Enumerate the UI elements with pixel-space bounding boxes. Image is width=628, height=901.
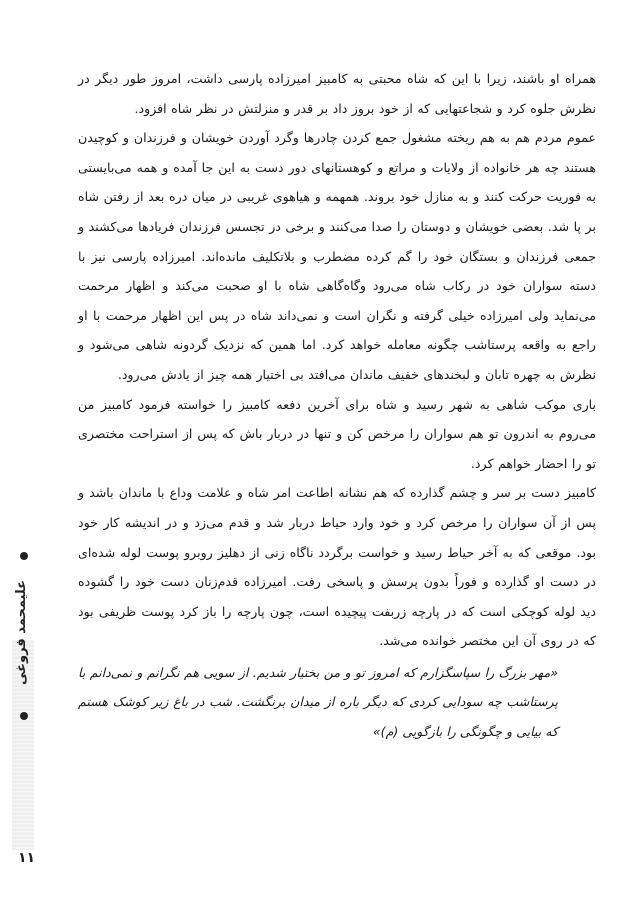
body-text: [78, 64, 596, 747]
paragraph-1: همراه او باشند، زیرا با این که شاه محبتی به کامبیز امیرزاده پارسی داشت، امروز طور دیگر در نظرش جلوه کرد و شجاعتهایی که از خود بروز داد بر قدر و منزلتش در نظر شاه افزود.: [78, 71, 596, 116]
paragraph-4: کامبیز دست بر سر و چشم گذارده که هم نشانه اطاعت امر شاه و علامت وداع با ماندان باشد و پس از آن سواران را مرخص کرد و خود وارد حیاط دربار شد و قدم می‌زد و در اندیشه کار خود بود. موقعی که به آخر حیاط رسید و خواست برگردد ناگاه زنی از دهلیز روبرو پوست لوله شده‌ای در دست او گذارده و فوراً بدون پرسش و پاسخی رفت. امیرزاده قدم‌زنان دست خود را گشوده دید لوله کوچکی است که در پارچه زربفت پیچیده است، چون پارچه را باز کرد پوست ظریفی بود که در روی آن این مختصر خوانده می‌شد.: [78, 485, 596, 649]
running-header-bullet-top: [20, 552, 28, 560]
paragraph-3: باری موکب شاهی به شهر رسید و شاه برای آخرین دفعه کامبیز را خواسته فرمود کامبیز من می‌روم به اندرون تو هم سواران را مرخص کن و تنها در دربار باش که پس از استراحت مختصری تو را احضار خواهم کرد.: [78, 396, 596, 471]
running-header-author: علیمحمد فروغی: [14, 579, 29, 686]
paragraph-2: عموم مردم هم به هم ریخته مشغول جمع کردن چادرها وگرد آوردن خویشان و فرزندان و کوچیدن هستند چه هر خانواده از ولایات و مراتع و کوهستانهای دور دست به این جا آمده و همه می‌بایستی به فوریت حرکت کنند و به منازل خود بروند. همهمه و هیاهوی غریبی در میان دره بعد از رفتن شاه بر پا شد. بعضی خویشان و دوستان را صدا می‌کنند و برخی در تجسس فرزندان فریادها می‌کشند و جمعی فرزندان و بستگان خود را گم کرده مضطرب و بلاتکلیف مانده‌اند. امیرزاده پارسی نیز با دسته سواران خود در رکاب شاه می‌رود وگاه‌گاهی شاه با او صحبت می‌کند و اظهار مرحمت می‌نماید ولی امیرزاده خیلی گرفته و نگران است و نمی‌داند شاه در پس این اظهار مرحمت با او راجع به واقعه پرستاشب چگونه معامله خواهد کرد. اما همین که نزدیک گردونه شاهی می‌شود و نظرش به چهره تابان و لبخندهای خفیف ماندان می‌افتد بی اختیار همه چیز از یادش می‌رود.: [78, 130, 596, 382]
running-header-bullet-bottom: [20, 712, 28, 720]
page-number: ۱۱: [18, 850, 36, 866]
letter-quote: «مهر بزرگ را سپاسگزارم که امروز تو و من بختیار شدیم. از سویی هم نگرانم و نمی‌دانم با پرستاشب چه سودایی کردی که دیگر باره از میدان برنگشت. شب در باغ زیر کوشک هستم که بیایی و چگونگی را بازگویی (م)»: [78, 664, 558, 740]
